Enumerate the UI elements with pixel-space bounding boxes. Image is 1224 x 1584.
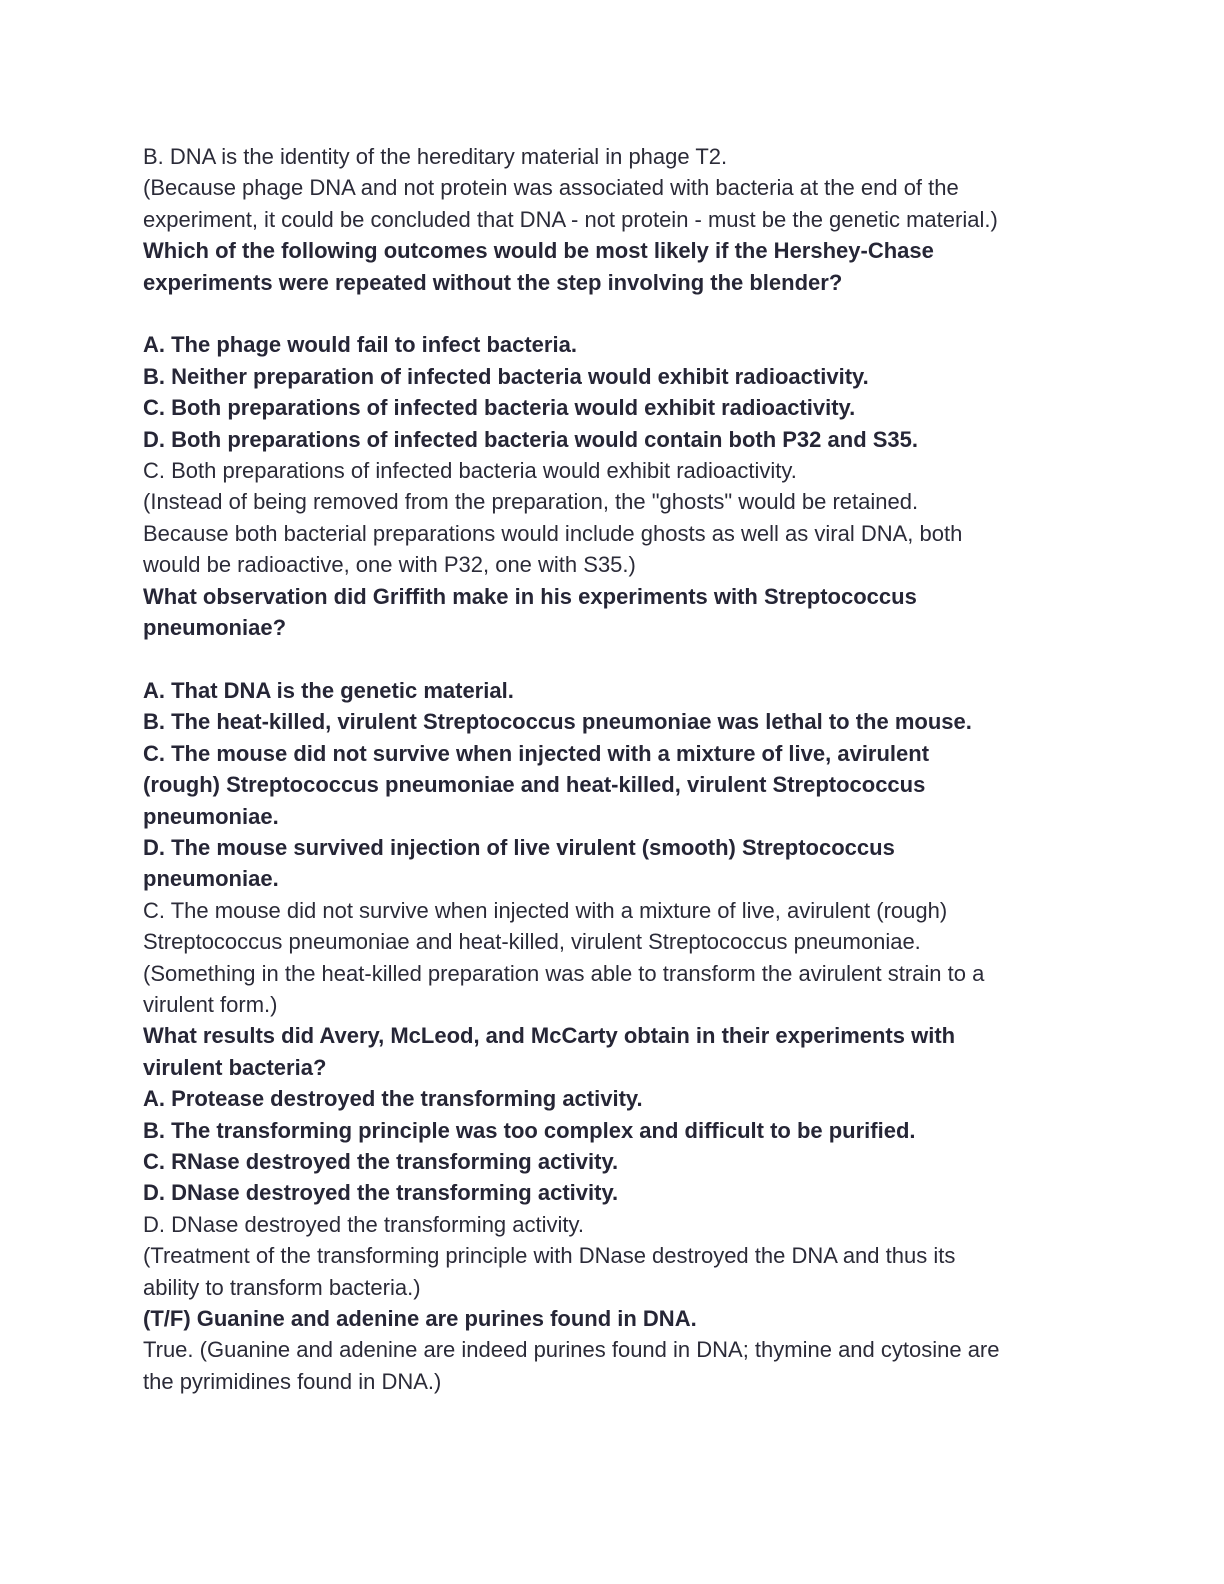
text-line: C. The mouse did not survive when injected with a mixture of live, avirulent — [143, 740, 930, 766]
text-line: B. DNA is the identity of the hereditary material in phage T2. — [143, 144, 728, 169]
text-line: D. DNase destroyed the transforming activity. — [143, 1180, 619, 1206]
text-line: B. Neither preparation of infected bacteria would exhibit radioactivity. — [143, 363, 869, 389]
text-line: What results did Avery, McLeod, and McCarty obtain in their experiments with — [143, 1023, 956, 1049]
question-text — [143, 581, 1103, 644]
text-line: What observation did Griffith make in his experiments with Streptococcus — [143, 583, 917, 609]
text-line: pneumoniae. — [143, 803, 279, 829]
blank-line — [143, 643, 1103, 674]
question-text — [143, 738, 1103, 832]
text-line: experiments were repeated without the step involving the blender? — [143, 269, 843, 295]
text-line: C. Both preparations of infected bacteria would exhibit radioactivity. — [143, 395, 856, 421]
text-line: A. Protease destroyed the transforming activity. — [143, 1086, 643, 1112]
question-text — [143, 706, 1103, 737]
question-text — [143, 1146, 1103, 1177]
text-line: would be radioactive, one with P32, one with S35.) — [143, 552, 636, 578]
text-line: (Treatment of the transforming principle with DNase destroyed the DNA and thus its — [143, 1243, 956, 1269]
text-line: virulent form.) — [143, 991, 278, 1017]
answer-text — [143, 172, 1103, 235]
text-line: (Because phage DNA and not protein was associated with bacteria at the end of the — [143, 175, 959, 201]
text-line: C. Both preparations of infected bacteria would exhibit radioactivity. — [143, 458, 797, 484]
text-line: B. The transforming principle was too complex and difficult to be purified. — [143, 1117, 916, 1143]
blank-line — [143, 298, 1103, 329]
text-line: C. The mouse did not survive when injected with a mixture of live, avirulent (rough) — [143, 897, 948, 923]
question-text — [143, 1083, 1103, 1114]
text-line: experiment, it could be concluded that DNA - not protein - must be the genetic material.) — [143, 206, 998, 232]
text-line: (Something in the heat-killed preparation was able to transform the avirulent strain to a — [143, 960, 985, 986]
question-text — [143, 1177, 1103, 1208]
text-line: C. RNase destroyed the transforming activity. — [143, 1148, 619, 1174]
question-text — [143, 424, 1103, 455]
text-line: Because both bacterial preparations would include ghosts as well as viral DNA, both — [143, 520, 963, 546]
question-text — [143, 1115, 1103, 1146]
text-line: the pyrimidines found in DNA.) — [143, 1368, 442, 1394]
answer-text — [143, 958, 1103, 1021]
question-text — [143, 1020, 1103, 1083]
text-line: pneumoniae. — [143, 866, 279, 892]
text-line: B. The heat-killed, virulent Streptococcus pneumoniae was lethal to the mouse. — [143, 709, 972, 735]
text-line: D. The mouse survived injection of live virulent (smooth) Streptococcus — [143, 834, 895, 860]
question-text — [143, 675, 1103, 706]
text-line: A. The phage would fail to infect bacteria. — [143, 332, 577, 358]
text-line: ability to transform bacteria.) — [143, 1274, 421, 1300]
question-text — [143, 1303, 1103, 1334]
text-line: Streptococcus pneumoniae and heat-killed, virulent Streptococcus pneumoniae. — [143, 929, 921, 955]
text-line: virulent bacteria? — [143, 1054, 327, 1080]
text-line: D. DNase destroyed the transforming activity. — [143, 1211, 584, 1237]
text-line: (Instead of being removed from the preparation, the "ghosts" would be retained. — [143, 489, 919, 515]
question-text — [143, 361, 1103, 392]
answer-text — [143, 1334, 1103, 1397]
answer-text — [143, 455, 1103, 486]
text-line: Which of the following outcomes would be most likely if the Hershey-Chase — [143, 238, 934, 264]
question-text — [143, 832, 1103, 895]
answer-text — [143, 1240, 1103, 1303]
question-text — [143, 392, 1103, 423]
answer-text — [143, 486, 1103, 580]
answer-text — [143, 895, 1103, 958]
answer-text — [143, 1209, 1103, 1240]
text-line: (T/F) Guanine and adenine are purines found in DNA. — [143, 1306, 697, 1331]
answer-text — [143, 141, 1103, 172]
question-text — [143, 235, 1103, 298]
document-body — [143, 141, 1103, 1397]
text-line: D. Both preparations of infected bacteria would contain both P32 and S35. — [143, 426, 918, 452]
text-line: True. (Guanine and adenine are indeed purines found in DNA; thymine and cytosine are — [143, 1337, 1000, 1363]
text-line: (rough) Streptococcus pneumoniae and heat-killed, virulent Streptococcus — [143, 772, 926, 798]
text-line: pneumoniae? — [143, 615, 287, 641]
question-text — [143, 329, 1103, 360]
text-line: A. That DNA is the genetic material. — [143, 677, 514, 703]
